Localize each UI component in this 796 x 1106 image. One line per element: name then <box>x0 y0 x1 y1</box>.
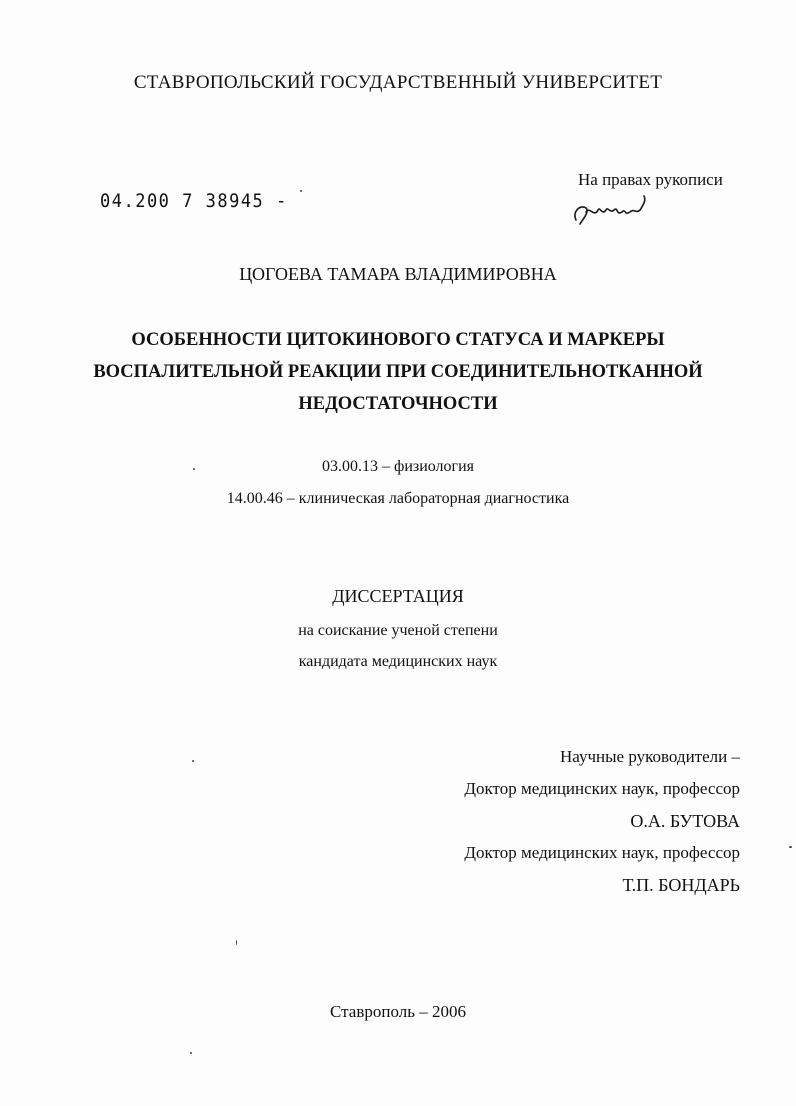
city-year: Ставрополь – 2006 <box>330 1002 466 1021</box>
university-name: СТАВРОПОЛЬСКИЙ ГОСУДАРСТВЕННЫЙ УНИВЕРСИТЕТ <box>133 72 663 93</box>
thesis-title-line: НЕДОСТАТОЧНОСТИ <box>298 394 498 414</box>
handwritten-signature <box>570 190 660 230</box>
specialty-code: 14.00.46 – клиническая лабораторная диагностика <box>226 490 570 507</box>
supervisors-heading: Научные руководители – <box>560 747 740 766</box>
thesis-title-line: ОСОБЕННОСТИ ЦИТОКИНОВОГО СТАТУСА И МАРКЕРЫ <box>131 330 665 350</box>
scan-speck <box>193 468 195 470</box>
supervisor-degree: Доктор медицинских наук, профессор <box>464 779 740 798</box>
supervisor-name: Т.П. БОНДАРЬ <box>622 875 740 895</box>
scan-speck <box>236 940 237 945</box>
thesis-title-line: ВОСПАЛИТЕЛЬНОЙ РЕАКЦИИ ПРИ СОЕДИНИТЕЛЬНОТКАННОЙ <box>93 362 703 382</box>
scan-speck <box>190 1052 192 1054</box>
degree-line: на соискание ученой степени <box>298 622 498 639</box>
manuscript-note: На правах рукописи <box>578 170 723 189</box>
supervisor-degree: Доктор медицинских наук, профессор <box>464 843 740 862</box>
supervisor-name: О.А. БУТОВА <box>630 811 740 831</box>
scan-speck <box>192 760 194 762</box>
degree-line: кандидата медицинских наук <box>298 653 498 670</box>
document-type: ДИССЕРТАЦИЯ <box>332 586 464 606</box>
author-name: ЦОГОЕВА ТАМАРА ВЛАДИМИРОВНА <box>239 264 557 284</box>
scan-speck <box>300 190 302 192</box>
archive-number: 04.200 7 38945 - <box>100 190 288 213</box>
specialty-code: 03.00.13 – физиология <box>321 458 475 475</box>
scan-speck <box>789 846 792 848</box>
